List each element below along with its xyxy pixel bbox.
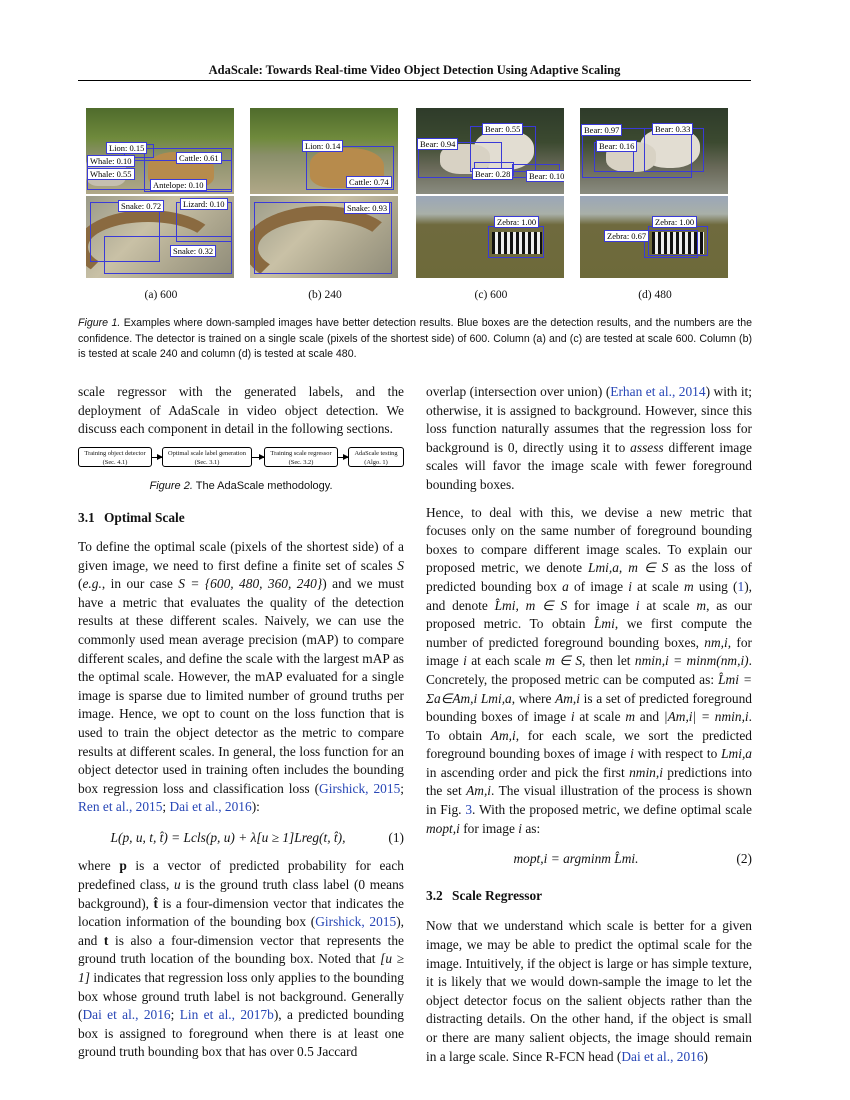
detection-label: Zebra: 1.00 <box>652 216 697 228</box>
flow-box-train-detector <box>78 447 152 467</box>
detection-label: Bear: 0.55 <box>482 123 523 135</box>
flow-box-title: Optimal scale label generation <box>168 449 246 457</box>
detection-label: Cattle: 0.74 <box>346 176 392 188</box>
detection-label: Zebra: 0.67 <box>604 230 649 242</box>
left-column <box>78 383 404 1062</box>
subcaption-b: (b) 240 <box>308 289 342 301</box>
detection-label: Whale: 0.55 <box>87 168 135 180</box>
methodology-flow-diagram <box>78 447 404 471</box>
citation-link[interactable]: Girshick, 2015 <box>319 780 401 796</box>
detection-label: Lion: 0.14 <box>302 140 343 152</box>
paragraph: Now that we understand which scale is better for a given image, we may be able to predict the optimal scale for the image. Intuitively, if the object is large or has simple texture, it is likely that we would down-sample the image to let the object detector focus on the salient objects rather than the distracting details. On the other hand, if the object is small or there are many salient objects, the image should remain in a large scale. Since R-FCN head (Dai et al., 2016) <box>426 918 752 1064</box>
right-column <box>426 383 752 1066</box>
equation-number: (2) <box>736 851 752 867</box>
paragraph: To define the optimal scale (pixels of the shortest side) of a given image, we need to first define a finite set of scales S (e.g., in our case S = {600, 480, 360, 240}) and we must have a metric that evaluates the quality of the detection results at these different scales. Naively, we can use the commonly used mean average precision (mAP) to compare different scales, and define the scale with the largest mAP as the optimal scale. However, the mAP evaluated for a single image is sparse due to limited number of ground truths per image. Hence, we opt to count on the loss function that is used to train the object detector as the metric to compare results at different scales. In general, the loss function for an object detector used in training often includes the bounding box regression loss and classification loss (Girshick, 2015; Ren et al., 2015; Dai et al., 2016): <box>78 538 404 815</box>
caption-label: Figure 2. <box>149 479 193 492</box>
caption-text: Examples where down-sampled images have better detection results. Blue boxes are the detection results, and the numbers are the confidence. The detector is trained on a single scale (pixels of the shortest side) of 600. Column (a) and (c) are tested at scale 600. Column (b) is tested at scale 240 and column (d) is tested at scale 480. <box>78 317 752 361</box>
flow-box-ref: (Sec. 3.2) <box>288 458 314 466</box>
citation-link[interactable]: Dai et al., 2016 <box>82 1007 171 1023</box>
flow-box-title: Training scale regressor <box>270 449 332 457</box>
citation-link[interactable]: Ren et al., 2015 <box>78 799 163 815</box>
header-rule <box>78 80 751 81</box>
flow-box-ref: (Sec. 3.1) <box>194 458 220 466</box>
detection-label: Whale: 0.10 <box>87 155 135 167</box>
flow-arrow <box>152 457 162 458</box>
photo-d-bottom <box>580 196 728 278</box>
detection-label: Bear: 0.28 <box>472 168 513 180</box>
detection-label: Bear: 0.94 <box>417 138 458 150</box>
subcaption-d: (d) 480 <box>638 289 672 301</box>
figure-2-caption <box>78 477 404 496</box>
section-heading-3-2 <box>426 887 752 906</box>
photo-c-bottom <box>416 196 564 278</box>
caption-label: Figure 1. <box>78 317 121 329</box>
running-title: AdaScale: Towards Real-time Video Object Detection Using Adaptive Scaling <box>208 63 621 77</box>
caption-text: The AdaScale methodology. <box>192 479 333 492</box>
photo-a-bottom <box>86 196 234 278</box>
figure-ref-link[interactable]: 3 <box>465 802 473 818</box>
flow-arrow <box>252 457 264 458</box>
detection-label: Bear: 0.16 <box>596 140 637 152</box>
equation-1 <box>78 829 404 848</box>
citation-link[interactable]: Girshick, 2015 <box>315 914 397 930</box>
detection-label: Bear: 0.10 <box>526 170 564 182</box>
equation-number: (1) <box>388 829 404 845</box>
photo-b-bottom <box>250 196 398 278</box>
detection-label: Bear: 0.97 <box>581 124 622 136</box>
section-title: Scale Regressor <box>452 887 543 903</box>
detection-label: Lion: 0.15 <box>106 142 147 154</box>
section-number: 3.1 <box>78 510 95 526</box>
equation-ref-link[interactable]: 1 <box>737 578 745 594</box>
detection-label: Snake: 0.32 <box>170 245 216 257</box>
flow-box-train-regressor <box>264 447 338 467</box>
detection-label: Snake: 0.93 <box>344 202 390 214</box>
subcaption-c: (c) 600 <box>474 289 508 301</box>
detection-label: Snake: 0.72 <box>118 200 164 212</box>
flow-box-ref: (Algo. 1) <box>364 458 388 466</box>
photo-a-top <box>86 108 234 194</box>
citation-link[interactable]: Erhan et al., 2014 <box>610 384 706 399</box>
photo-d-top <box>580 108 728 194</box>
paragraph: scale regressor with the generated labels, and the deployment of AdaScale in video object detection. We discuss each component in detail in the following sections. <box>78 384 404 437</box>
citation-link[interactable]: Dai et al., 2016 <box>621 1048 704 1064</box>
photo-c-top <box>416 108 564 194</box>
citation-link[interactable]: Dai et al., 2016 <box>169 799 252 815</box>
detection-label: Bear: 0.33 <box>652 123 693 135</box>
paragraph: Hence, to deal with this, we devise a new metric that focuses only on the same number of foreground bounding boxes to compare different image scales. To explain our proposed metric, we denote Lmi,a, m ∈ S as the loss of predicted bounding box a of image i at scale m using (1), and denote L̂mi, m ∈ S for image i at scale m, as our proposed metric. To obtain L̂mi, we first compute the number of predicted foreground bounding boxes, nm,i, for image i at each scale m ∈ S, then let nmin,i = minm(nm,i). Concretely, the proposed metric can be computed as: L̂mi = Σa∈Am,i Lmi,a, where Am,i is a set of predicted foreground bounding boxes of image i at scale m and |Am,i| = nmin,i. To obtain Am,i, for each scale, we sort the predicted foreground bounding boxes of image i with respect to Lmi,a in ascending order and pick the first nmin,i predictions into the set Am,i. The visual illustration of the process is shown in Fig. 3. With the proposed metric, we define optimal scale mopt,i for image i as: <box>426 504 753 836</box>
paragraph: where p is a vector of predicted probability for each predefined class, u is the ground truth class label (0 means background), t̂ is a four-dimension vector that indicates the location information of the bounding box (Girshick, 2015), and t is also a four-dimension vector that represents the ground truth location of the bounding box. Noted that [u ≥ 1] indicates that regression loss only applies to the bounding box whose ground truth label is not background. Generally (Dai et al., 2016; Lin et al., 2017b), a predicted bounding box is assigned to foreground when there is at least one ground truth bounding box that has over 0.5 Jaccard <box>78 858 405 1060</box>
equation-body: L(p, u, t, t̂) = Lcls(p, u) + λ[u ≥ 1]Lreg(t, t̂), <box>110 829 346 845</box>
flow-box-title: Training object detector <box>84 449 146 457</box>
detection-label: Zebra: 1.00 <box>494 216 539 228</box>
flow-box-label-generation <box>162 447 252 467</box>
section-heading-3-1 <box>78 509 404 528</box>
section-title: Optimal Scale <box>104 510 185 526</box>
flow-box-ref: (Sec. 4.1) <box>102 458 128 466</box>
detection-label: Antelope: 0.10 <box>150 179 207 191</box>
flow-arrow <box>338 457 348 458</box>
flow-box-testing <box>348 447 404 467</box>
section-number: 3.2 <box>426 887 443 903</box>
paragraph: overlap (intersection over union) (Erhan et al., 2014) with it; otherwise, it is assigned to background. However, since this loss function naturally assumes that the regression loss for background is 0, directly using it to assess different image scales will favor the image scale with fewer foreground bounding boxes. <box>426 384 753 492</box>
detection-label: Cattle: 0.61 <box>176 152 222 164</box>
detection-label: Lizard: 0.10 <box>180 198 228 210</box>
equation-body: mopt,i = argminm L̂mi. <box>513 851 639 867</box>
equation-2 <box>426 850 752 869</box>
citation-link[interactable]: Lin et al., 2017b <box>179 1007 274 1023</box>
flow-box-title: AdaScale testing <box>354 449 398 457</box>
photo-b-top <box>250 108 398 194</box>
subcaption-a: (a) 600 <box>144 289 178 301</box>
figure-1-caption <box>78 316 752 363</box>
